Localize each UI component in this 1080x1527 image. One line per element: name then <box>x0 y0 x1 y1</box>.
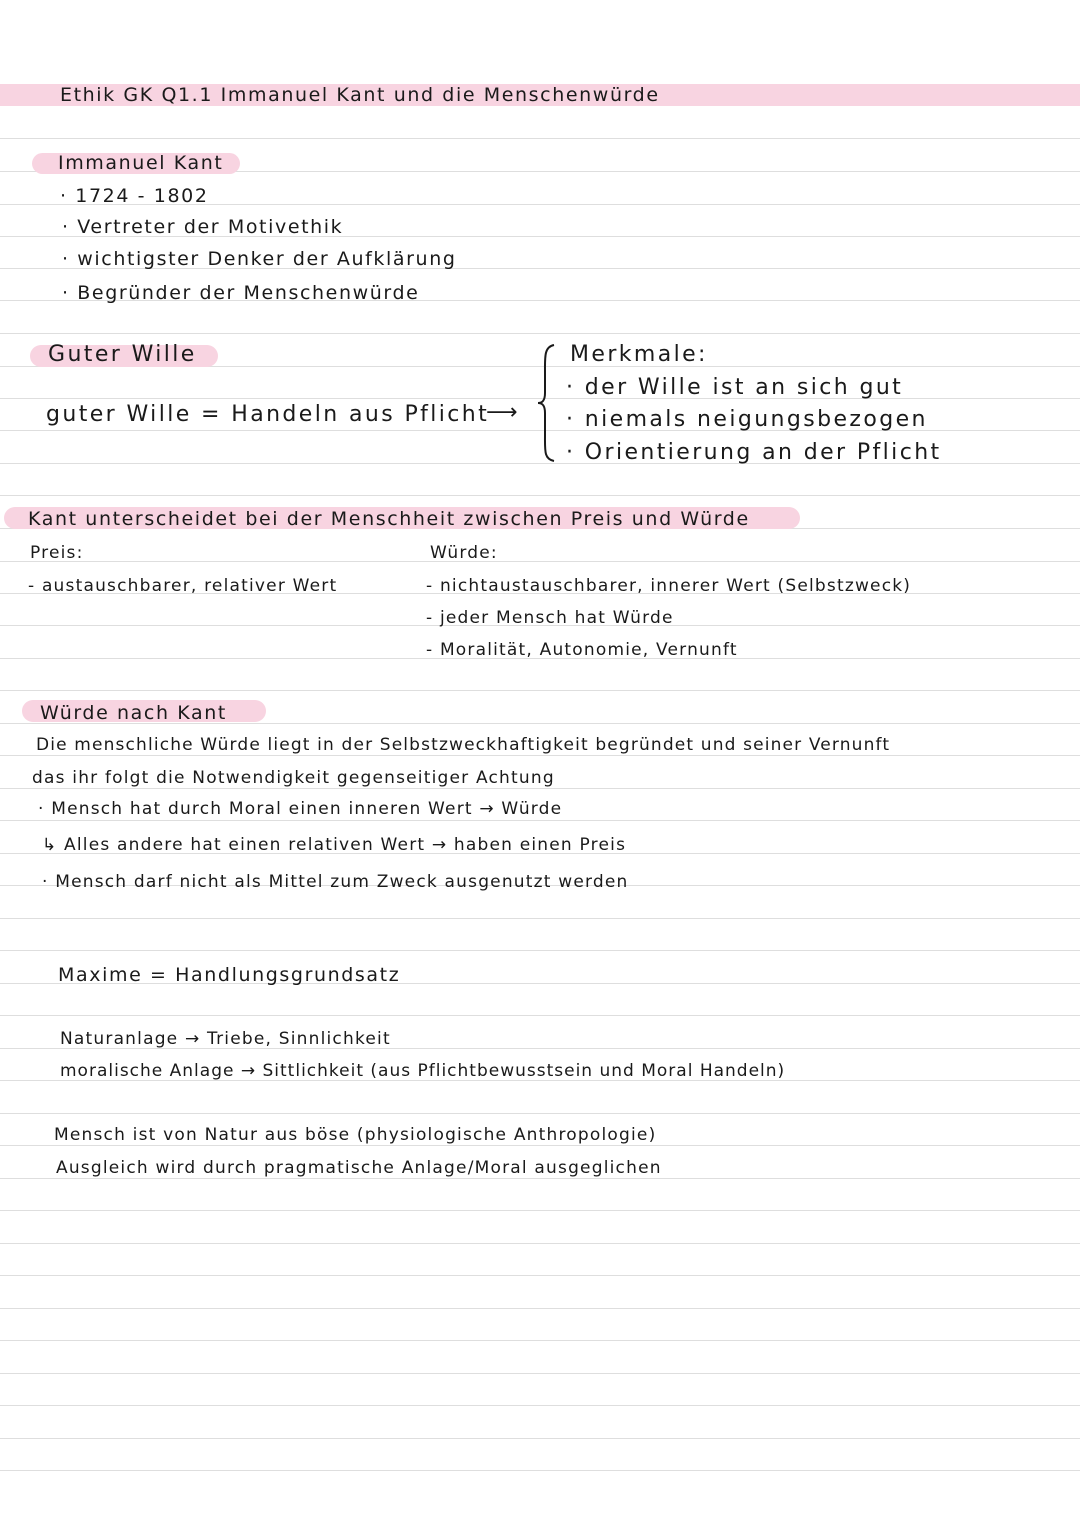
rule-line <box>0 1145 1080 1146</box>
wuerde-item: - nichtaustauschbarer, innerer Wert (Selbstzweck) <box>426 576 912 596</box>
wuerde-line: ↳ Alles andere hat einen relativen Wert → haben einen Preis <box>42 835 627 855</box>
wuerde-label: Würde: <box>430 543 498 563</box>
rule-line <box>0 820 1080 821</box>
rule-line <box>0 1438 1080 1439</box>
page-title: Ethik GK Q1.1 Immanuel Kant und die Menschenwürde <box>60 84 660 106</box>
rule-line <box>0 1275 1080 1276</box>
moralische-anlage-note: moralische Anlage → Sittlichkeit (aus Pflichtbewusstsein und Moral Handeln) <box>60 1061 786 1081</box>
kant-bullet: · Begründer der Menschenwürde <box>62 282 420 304</box>
wuerde-item: - jeder Mensch hat Würde <box>426 608 674 628</box>
rule-line <box>0 495 1080 496</box>
curly-brace-icon <box>536 343 558 463</box>
rule-line <box>0 138 1080 139</box>
maxime-note: Maxime = Handlungsgrundsatz <box>58 964 401 986</box>
wuerde-line: · Mensch hat durch Moral einen inneren Wert → Würde <box>38 799 563 819</box>
rule-line <box>0 1178 1080 1179</box>
preis-wuerde-heading: Kant unterscheidet bei der Menschheit zwischen Preis und Würde <box>28 508 750 530</box>
rule-line <box>0 1340 1080 1341</box>
wuerde-line: das ihr folgt die Notwendigkeit gegenseitiger Achtung <box>32 768 555 788</box>
rule-line <box>0 755 1080 756</box>
wuerde-line: Die menschliche Würde liegt in der Selbstzweckhaftigkeit begründet und seiner Vernunft <box>36 735 891 755</box>
ausgleich-note: Ausgleich wird durch pragmatische Anlage/Moral ausgeglichen <box>56 1158 662 1178</box>
merkmal-item: · niemals neigungsbezogen <box>566 407 928 432</box>
merkmal-item: · Orientierung an der Pflicht <box>566 440 942 465</box>
preis-label: Preis: <box>30 543 84 563</box>
rule-line <box>0 1405 1080 1406</box>
rule-line <box>0 1308 1080 1309</box>
kant-bullet: · Vertreter der Motivethik <box>62 216 344 238</box>
rule-line <box>0 950 1080 951</box>
kant-bullet: · wichtigster Denker der Aufklärung <box>62 248 457 270</box>
rule-line <box>0 333 1080 334</box>
rule-line <box>0 1243 1080 1244</box>
wuerde-item: - Moralität, Autonomie, Vernunft <box>426 640 738 660</box>
merkmal-item: · der Wille ist an sich gut <box>566 375 904 400</box>
rule-line <box>0 690 1080 691</box>
merkmale-title: Merkmale: <box>570 342 708 367</box>
wuerde-line: · Mensch darf nicht als Mittel zum Zweck ausgenutzt werden <box>42 872 629 892</box>
preis-item: - austauschbarer, relativer Wert <box>28 576 338 596</box>
guter-wille-equation: guter Wille = Handeln aus Pflicht <box>46 402 490 427</box>
guter-wille-heading: Guter Wille <box>48 342 197 367</box>
kant-bullet: · 1724 - 1802 <box>60 185 209 207</box>
rule-line <box>0 1210 1080 1211</box>
arrow-icon: ⟶ <box>486 400 520 425</box>
rule-line <box>0 1113 1080 1114</box>
kant-heading: Immanuel Kant <box>58 152 224 174</box>
rule-line <box>0 561 1080 562</box>
boese-note: Mensch ist von Natur aus böse (physiologische Anthropologie) <box>54 1125 657 1145</box>
rule-line <box>0 1015 1080 1016</box>
wuerde-nach-kant-heading: Würde nach Kant <box>40 702 227 724</box>
rule-line <box>0 1470 1080 1471</box>
rule-line <box>0 918 1080 919</box>
rule-line <box>0 788 1080 789</box>
naturanlage-note: Naturanlage → Triebe, Sinnlichkeit <box>60 1029 391 1049</box>
rule-line <box>0 1373 1080 1374</box>
